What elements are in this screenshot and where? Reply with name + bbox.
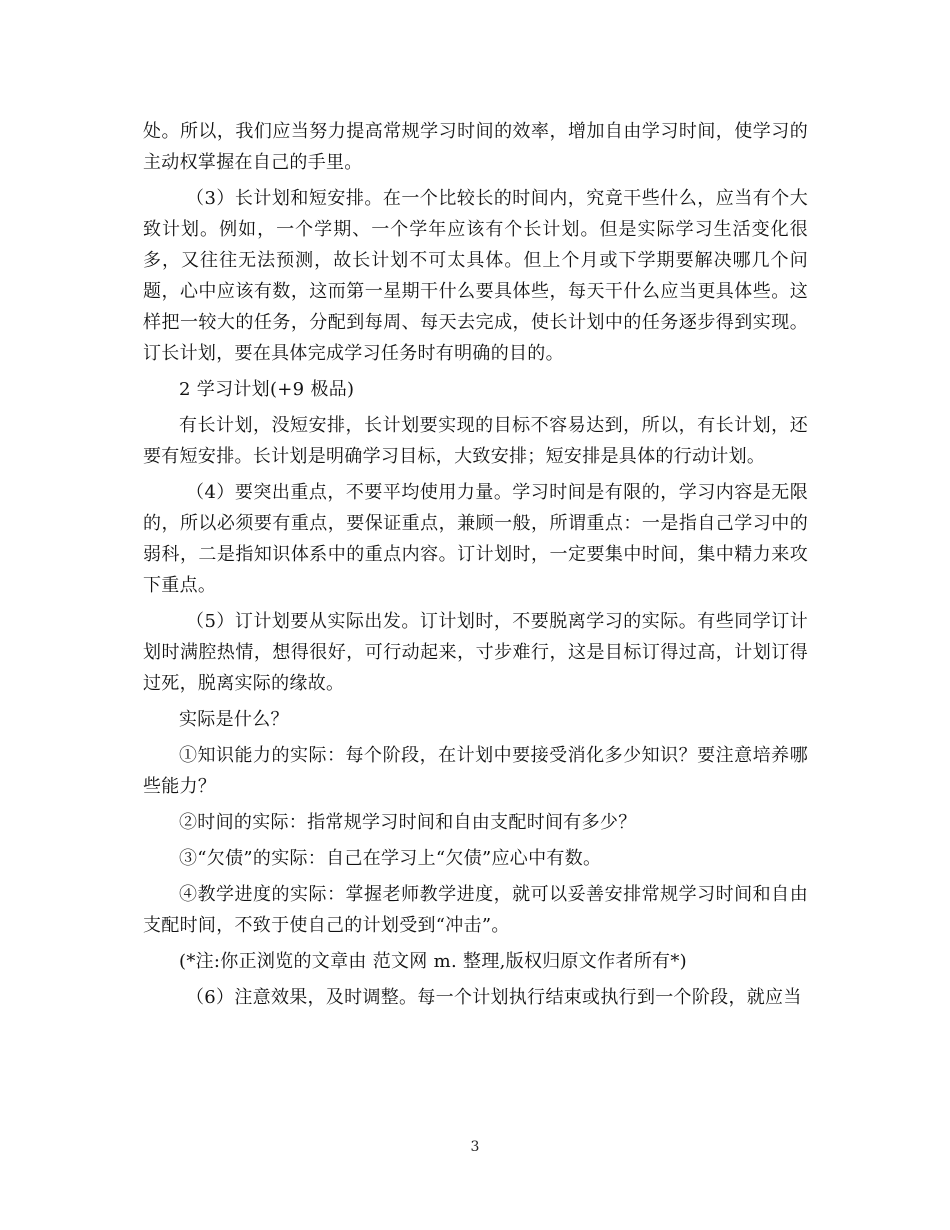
list-item-teaching-progress: ④教学进度的实际：掌握老师教学进度，就可以妥善安排常规学习时间和自由支配时间，不致于使自己的计划受到“冲击”。: [143, 884, 808, 936]
source-note: (*注:你正浏览的文章由 范文网 m. 整理,版权归原文作者所有*): [179, 951, 687, 972]
list-item-debt: ③“欠债”的实际：自己在学习上“欠债”应心中有数。: [179, 848, 602, 869]
paragraph-start-from-reality: （5）订计划要从实际出发。订计划时，不要脱离学习的实际。有些同学订计划时满腔热情，想得很好，可行动起来，寸步难行，这是目标订得过高，计划订得过死，脱离实际的缘故。: [143, 611, 808, 694]
paragraph-long-and-short-plans: （3）长计划和短安排。在一个比较长的时间内，究竟干些什么，应当有个大致计划。例如，一个学期、一个学年应该有个长计划。但是实际学习生活变化很多，又往往无法预测，故长计划不可太具体。但上个月或下学期要解决哪几个问题，心中应该有数，这而第一星期干什么要具体些，每天干什么应当更具体些。这样把一较大的任务，分配到每周、每天去完成，使长计划中的任务逐步得到实现。订长计划，要在具体完成学习任务时有明确的目的。: [143, 188, 808, 364]
section-heading: 2 学习计划(+9 极品): [179, 379, 355, 400]
paragraph-what-is-reality: 实际是什么？: [179, 709, 289, 730]
list-item-knowledge-ability: ①知识能力的实际：每个阶段，在计划中要接受消化多少知识？要注意培养哪些能力？: [143, 745, 808, 797]
document-body: [143, 116, 808, 1018]
page-number: 3: [470, 1139, 480, 1155]
paragraph-short-arrangement: 有长计划，没短安排，长计划要实现的目标不容易达到，所以，有长计划，还要有短安排。长计划是明确学习目标，大致安排；短安排是具体的行动计划。: [143, 415, 808, 467]
paragraph-check-effect: （6）注意效果，及时调整。每一个计划执行结束或执行到一个阶段，就应当: [186, 987, 802, 1008]
paragraph-focus-key-points: （4）要突出重点，不要平均使用力量。学习时间是有限的，学习内容是无限的，所以必须要有重点，要保证重点，兼顾一般，所谓重点：一是指自己学习中的弱科，二是指知识体系中的重点内容。订计划时，一定要集中时间，集中精力来攻下重点。: [143, 482, 808, 596]
list-item-time: ②时间的实际：指常规学习时间和自由支配时间有多少？: [179, 812, 637, 833]
paragraph-continuation: 处。所以，我们应当努力提高常规学习时间的效率，增加自由学习时间，使学习的主动权掌握在自己的手里。: [143, 121, 808, 173]
